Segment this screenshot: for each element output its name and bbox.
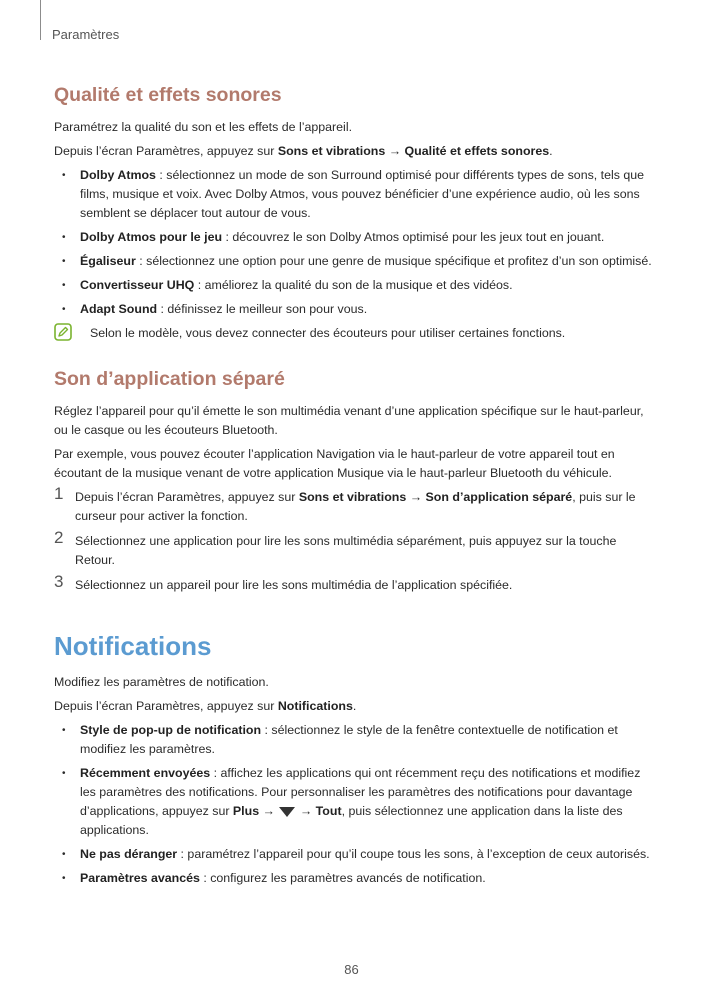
- step-item: 2 Sélectionnez une application pour lire les sons multimédia séparément, puis appuyez sur la touche Retour.: [54, 528, 617, 567]
- page-number: 86: [344, 962, 359, 977]
- step-number: 1: [54, 484, 64, 503]
- note-pen-icon: [54, 323, 72, 341]
- section-intro: Modifiez les paramètres de notification.: [54, 675, 269, 689]
- note-text: Selon le modèle, vous devez connecter des écouteurs pour utiliser certaines fonctions.: [90, 326, 566, 340]
- section-title-separate-app-sound: Son d’application séparé: [54, 368, 285, 390]
- list-item: • Style de pop-up de notification : sélectionnez le style de la fenêtre contextuelle de notification et modifiez les paramètres.: [62, 723, 618, 756]
- step-item: 1 Depuis l’écran Paramètres, appuyez sur Sons et vibrations → Son d’application séparé, puis sur le curseur pour activer la fonction.: [54, 484, 636, 523]
- step-item: 3 Sélectionnez un appareil pour lire les sons multimédia de l’application spécifiée.: [54, 572, 513, 592]
- section-intro: Paramétrez la qualité du son et les effets de l’appareil.: [54, 120, 353, 134]
- section-title-audio-quality: Qualité et effets sonores: [54, 84, 282, 106]
- list-item: • Ne pas déranger : paramétrez l’appareil pour qu’il coupe tous les sons, à l’exception de ceux autorisés.: [62, 847, 650, 861]
- note: [54, 324, 654, 344]
- page-content: [54, 82, 654, 893]
- list-item: • Paramètres avancés : configurez les paramètres avancés de notification.: [62, 871, 486, 885]
- section-title-notifications: Notifications: [54, 631, 212, 661]
- settings-path: Depuis l’écran Paramètres, appuyez sur Notifications.: [54, 699, 357, 713]
- list-item: • Dolby Atmos pour le jeu : découvrez le son Dolby Atmos optimisé pour les jeux tout en jouant.: [62, 230, 605, 244]
- step-number: 2: [54, 528, 64, 547]
- step-number: 3: [54, 572, 64, 591]
- list-item: • Dolby Atmos : sélectionnez un mode de son Surround optimisé pour différents types de sons, tels que films, musique et voix. Avec Dolby Atmos, vous pouvez bénéficier d’une expérience audio, où les sons semblent se déplacer tout autour de vous.: [62, 168, 645, 220]
- notification-options-list: [54, 721, 654, 888]
- header-rule: [40, 0, 41, 40]
- list-item: • Convertisseur UHQ : améliorez la qualité du son de la musique et des vidéos.: [62, 278, 513, 292]
- path-step: Sons et vibrations: [277, 144, 386, 158]
- settings-path: Depuis l’écran Paramètres, appuyez sur Sons et vibrations → Qualité et effets sonores.: [54, 144, 553, 158]
- path-step: Notifications: [277, 699, 353, 713]
- running-header: Paramètres: [52, 27, 120, 42]
- section-paragraph: Par exemple, vous pouvez écouter l’application Navigation via le haut-parleur de votre appareil tout en écoutant de la musique venant de votre application Musique via le haut-parleur Bluetooth du véhicule.: [54, 447, 615, 480]
- dropdown-triangle-icon: [278, 806, 296, 818]
- list-item: • Adapt Sound : définissez le meilleur son pour vous.: [62, 302, 368, 316]
- section-paragraph: Réglez l’appareil pour qu’il émette le son multimédia venant d’une application spécifique sur le haut-parleur, ou le casque ou les écouteurs Bluetooth.: [54, 404, 644, 437]
- audio-options-list: [54, 166, 654, 319]
- list-item: • Égaliseur : sélectionnez une option pour une genre de musique spécifique et profitez d’un son optimisé.: [62, 254, 652, 268]
- path-step: Qualité et effets sonores: [404, 144, 550, 158]
- steps-list: [54, 484, 654, 595]
- list-item: • Récemment envoyées : affichez les applications qui ont récemment reçu des notifications et modifiez les paramètres des notifications. Pour personnaliser les paramètres des notifications pour davantage d’applications, appuyez sur Plus → → Tout, puis sélectionnez une application dans la liste des applications.: [62, 766, 641, 837]
